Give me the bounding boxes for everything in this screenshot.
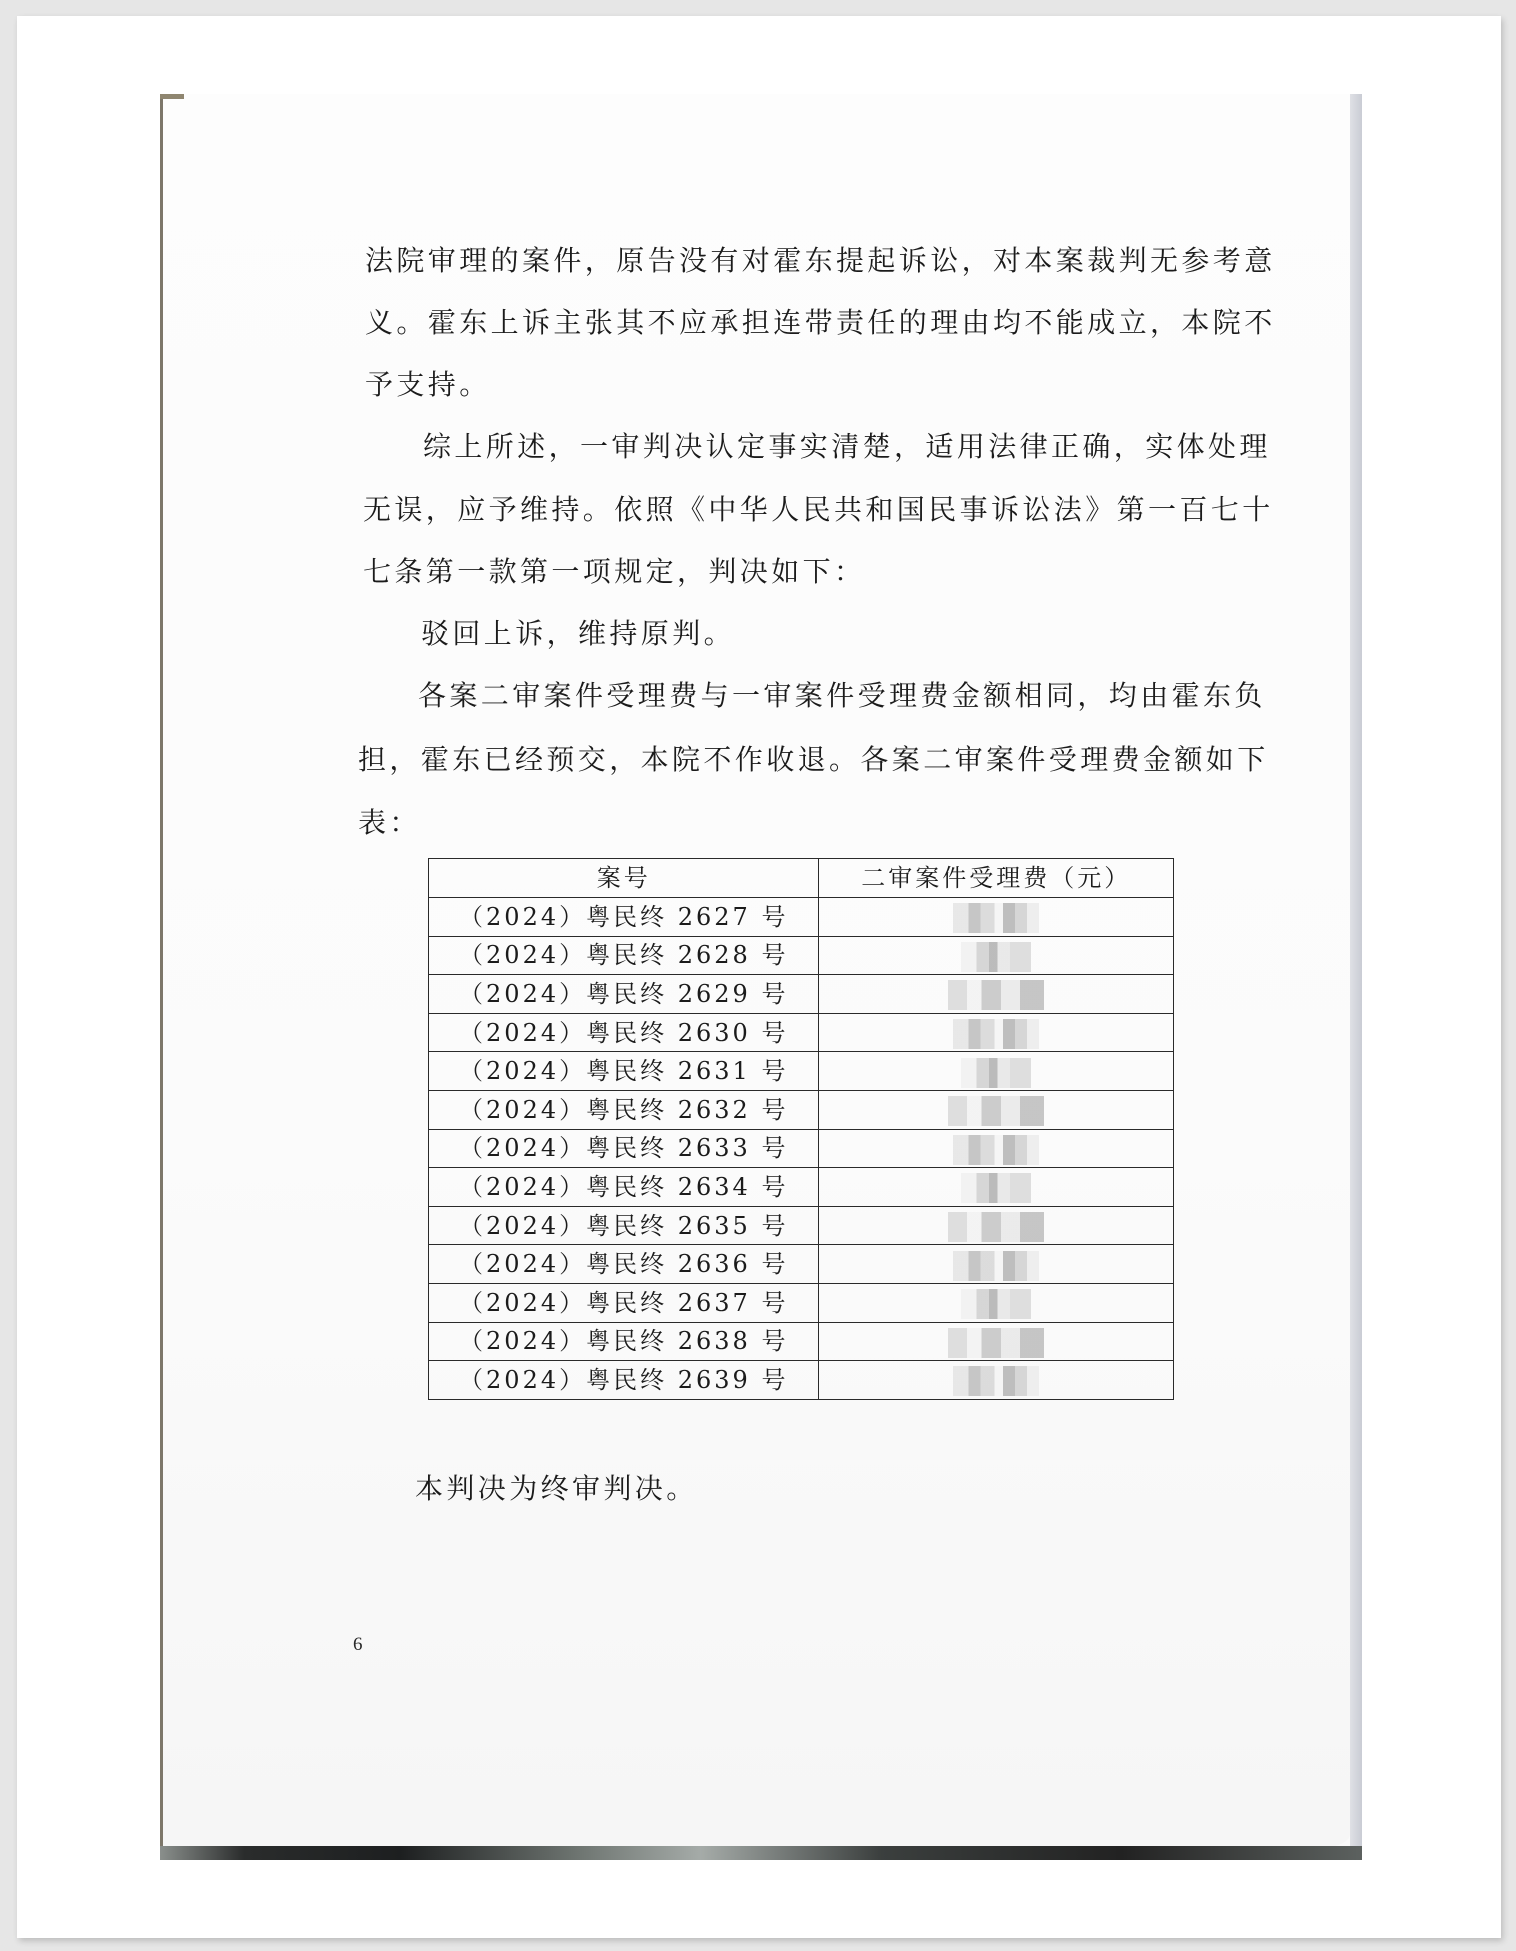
text-line: 表： [358, 806, 421, 839]
table-row [429, 1322, 1174, 1361]
redacted-fee [948, 1096, 1044, 1126]
text-line: 七条第一款第一项规定，判决如下： [363, 555, 866, 588]
redacted-fee [953, 1251, 1039, 1281]
fee-cell [819, 936, 1174, 975]
fee-cell [819, 1052, 1174, 1091]
text-line: 无误，应予维持。依照《中华人民共和国民事诉讼法》第一百七十 [363, 493, 1274, 526]
redacted-fee [948, 1212, 1044, 1242]
case-number-cell: （2024）粤民终 2631 号 [429, 1052, 819, 1091]
text-line: 各案二审案件受理费与一审案件受理费金额相同，均由霍东负 [418, 679, 1266, 712]
text-line: 义。霍东上诉主张其不应承担连带责任的理由均不能成立，本院不 [365, 306, 1276, 339]
fee-cell [819, 1129, 1174, 1168]
fee-cell [819, 1013, 1174, 1052]
table-row [429, 898, 1174, 937]
page-binding-edge [160, 94, 163, 1848]
case-number-cell: （2024）粤民终 2633 号 [429, 1129, 819, 1168]
page-edge-shadow [1350, 94, 1362, 1860]
text-line: 法院审理的案件，原告没有对霍东提起诉讼，对本案裁判无参考意 [365, 244, 1276, 277]
redacted-fee [961, 1289, 1031, 1319]
table-row [429, 1283, 1174, 1322]
fee-table [428, 858, 1174, 1400]
table-row [429, 1245, 1174, 1284]
fee-cell [819, 1361, 1174, 1400]
table-row [429, 1206, 1174, 1245]
page-corner-mark [160, 94, 184, 99]
table-row [429, 1090, 1174, 1129]
redacted-fee [953, 1135, 1039, 1165]
case-number-cell: （2024）粤民终 2639 号 [429, 1361, 819, 1400]
redacted-fee [961, 1173, 1031, 1203]
redacted-fee [953, 903, 1039, 933]
redacted-fee [948, 980, 1044, 1010]
text-line: 担，霍东已经预交，本院不作收退。各案二审案件受理费金额如下 [358, 743, 1269, 776]
table-header-row [429, 859, 1174, 898]
case-number-cell: （2024）粤民终 2628 号 [429, 936, 819, 975]
text-line: 综上所述，一审判决认定事实清楚，适用法律正确，实体处理 [423, 430, 1271, 463]
document-page [160, 94, 1350, 1848]
case-number-cell: （2024）粤民终 2629 号 [429, 975, 819, 1014]
page-number: 6 [353, 1634, 363, 1655]
document-photo [160, 94, 1362, 1860]
text-line: 予支持。 [365, 368, 491, 401]
redacted-fee [953, 1366, 1039, 1396]
table-row [429, 936, 1174, 975]
redacted-fee [948, 1328, 1044, 1358]
table-row [429, 975, 1174, 1014]
table-row [429, 1361, 1174, 1400]
final-statement: 本判决为终审判决。 [415, 1472, 698, 1505]
case-number-cell: （2024）粤民终 2638 号 [429, 1322, 819, 1361]
fee-cell [819, 898, 1174, 937]
fee-cell [819, 1283, 1174, 1322]
judgment-text: 驳回上诉，维持原判。 [421, 617, 736, 650]
case-number-cell: （2024）粤民终 2634 号 [429, 1168, 819, 1207]
case-number-cell: （2024）粤民终 2635 号 [429, 1206, 819, 1245]
table-row [429, 1052, 1174, 1091]
fee-cell [819, 1168, 1174, 1207]
header-case-number: 案号 [429, 859, 819, 898]
table-row [429, 1013, 1174, 1052]
header-fee: 二审案件受理费（元） [819, 859, 1174, 898]
case-number-cell: （2024）粤民终 2632 号 [429, 1090, 819, 1129]
case-number-cell: （2024）粤民终 2630 号 [429, 1013, 819, 1052]
fee-cell [819, 1206, 1174, 1245]
fee-cell [819, 975, 1174, 1014]
fee-cell [819, 1322, 1174, 1361]
redacted-fee [961, 1058, 1031, 1088]
photo-background-strip [160, 1846, 1362, 1860]
case-number-cell: （2024）粤民终 2637 号 [429, 1283, 819, 1322]
table-row [429, 1129, 1174, 1168]
redacted-fee [953, 1019, 1039, 1049]
table-row [429, 1168, 1174, 1207]
case-number-cell: （2024）粤民终 2636 号 [429, 1245, 819, 1284]
fee-cell [819, 1245, 1174, 1284]
fee-cell [819, 1090, 1174, 1129]
redacted-fee [961, 942, 1031, 972]
case-number-cell: （2024）粤民终 2627 号 [429, 898, 819, 937]
